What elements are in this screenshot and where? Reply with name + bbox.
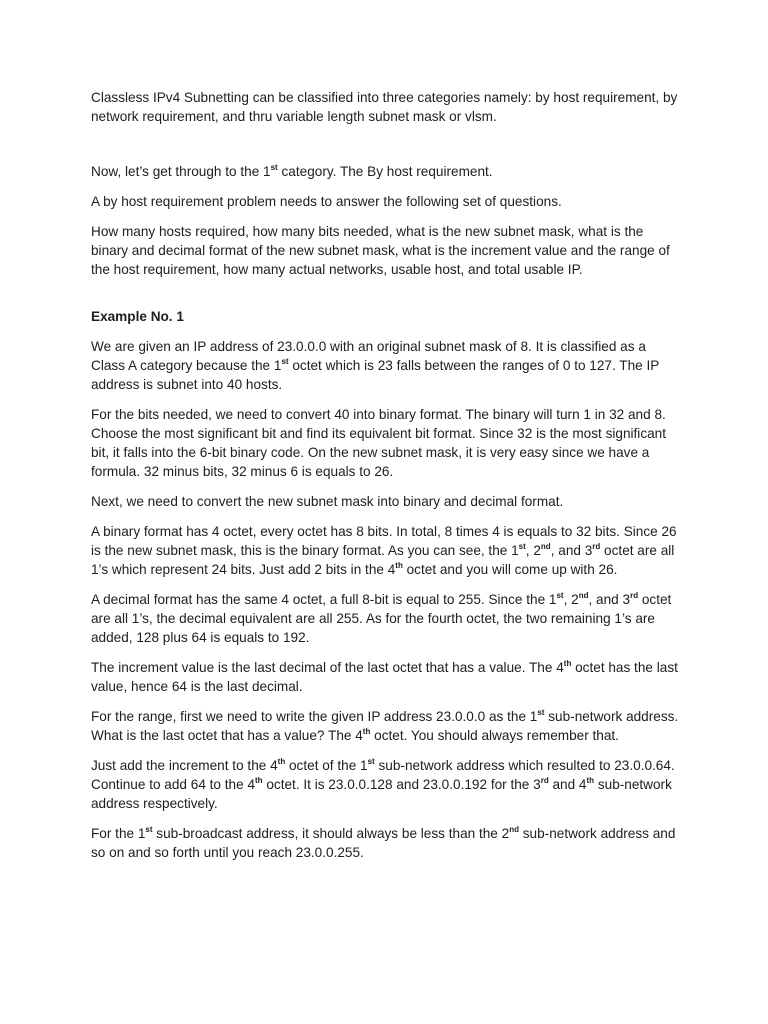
ordinal-superscript: rd	[592, 542, 601, 551]
paragraph: Classless IPv4 Subnetting can be classified into three categories namely: by host requirement, by network requirement, and thru variable length subnet mask or vlsm.	[91, 90, 678, 124]
section-heading: Example No. 1	[91, 309, 184, 324]
ordinal-superscript: st	[145, 825, 153, 834]
paragraph: A by host requirement problem needs to answer the following set of questions.	[91, 194, 562, 209]
ordinal-superscript: st	[281, 357, 289, 366]
ordinal-superscript: th	[255, 776, 263, 785]
ordinal-superscript: rd	[540, 776, 549, 785]
document-page	[91, 88, 681, 873]
paragraph: A binary format has 4 octet, every octet has 8 bits. In total, 8 times 4 is equals to 32 bits. Since 26 is the new subnet mask, this is the binary format. As you can see, the 1st, 2nd, and 3rd octet are all 1’s which represent 24 bits. Just add 2 bits in the 4th octet and you will come up with 26.	[91, 524, 677, 577]
ordinal-superscript: st	[556, 591, 564, 600]
paragraph: We are given an IP address of 23.0.0.0 with an original subnet mask of 8. It is classified as a Class A category because the 1st octet which is 23 falls between the ranges of 0 to 127. The IP address is subnet into 40 hosts.	[91, 339, 660, 392]
ordinal-superscript: th	[395, 561, 403, 570]
ordinal-superscript: st	[537, 708, 545, 717]
ordinal-superscript: nd	[578, 591, 589, 600]
ordinal-superscript: th	[277, 757, 286, 766]
paragraph: Now, let’s get through to the 1st category. The By host requirement.	[91, 163, 493, 179]
paragraph: Next, we need to convert the new subnet mask into binary and decimal format.	[91, 494, 564, 509]
paragraph: For the range, first we need to write the given IP address 23.0.0.0 as the 1st sub-network address. What is the last octet that has a value? The 4th octet. You should always remember that.	[91, 708, 679, 743]
paragraph: For the 1st sub-broadcast address, it should always be less than the 2nd sub-network address and so on and so forth until you reach 23.0.0.255.	[91, 825, 676, 860]
ordinal-superscript: nd	[509, 825, 519, 834]
ordinal-superscript: st	[367, 757, 375, 766]
ordinal-superscript: st	[270, 163, 278, 172]
paragraph: Just add the increment to the 4th octet of the 1st sub-network address which resulted to 23.0.0.64. Continue to add 64 to the 4th octet. It is 23.0.0.128 and 23.0.0.192 for the 3rd and 4th sub-network address respectively.	[91, 757, 675, 811]
paragraph: A decimal format has the same 4 octet, a full 8-bit is equal to 255. Since the 1st, 2nd, and 3rd octet are all 1’s, the decimal equivalent are all 255. As for the fourth octet, the two remaining 1’s are added, 128 plus 64 is equals to 192.	[91, 591, 672, 645]
paragraph: The increment value is the last decimal of the last octet that has a value. The 4th octet has the last value, hence 64 is the last decimal.	[91, 659, 678, 694]
paragraph: How many hosts required, how many bits needed, what is the new subnet mask, what is the binary and decimal format of the new subnet mask, what is the increment value and the range of the host requirement, how many actual networks, usable host, and total usable IP.	[91, 224, 670, 277]
paragraph: For the bits needed, we need to convert 40 into binary format. The binary will turn 1 in 32 and 8. Choose the most significant bit and find its equivalent bit format. Since 32 is the most significant bit, it falls into the 6-bit binary code. On the new subnet mask, it is very easy since we have a formula. 32 minus bits, 32 minus 6 is equals to 26.	[91, 407, 667, 479]
ordinal-superscript: th	[362, 727, 371, 736]
ordinal-superscript: th	[586, 776, 595, 785]
ordinal-superscript: nd	[540, 542, 551, 551]
ordinal-superscript: st	[518, 542, 526, 551]
ordinal-superscript: th	[563, 659, 572, 668]
ordinal-superscript: rd	[630, 591, 639, 600]
